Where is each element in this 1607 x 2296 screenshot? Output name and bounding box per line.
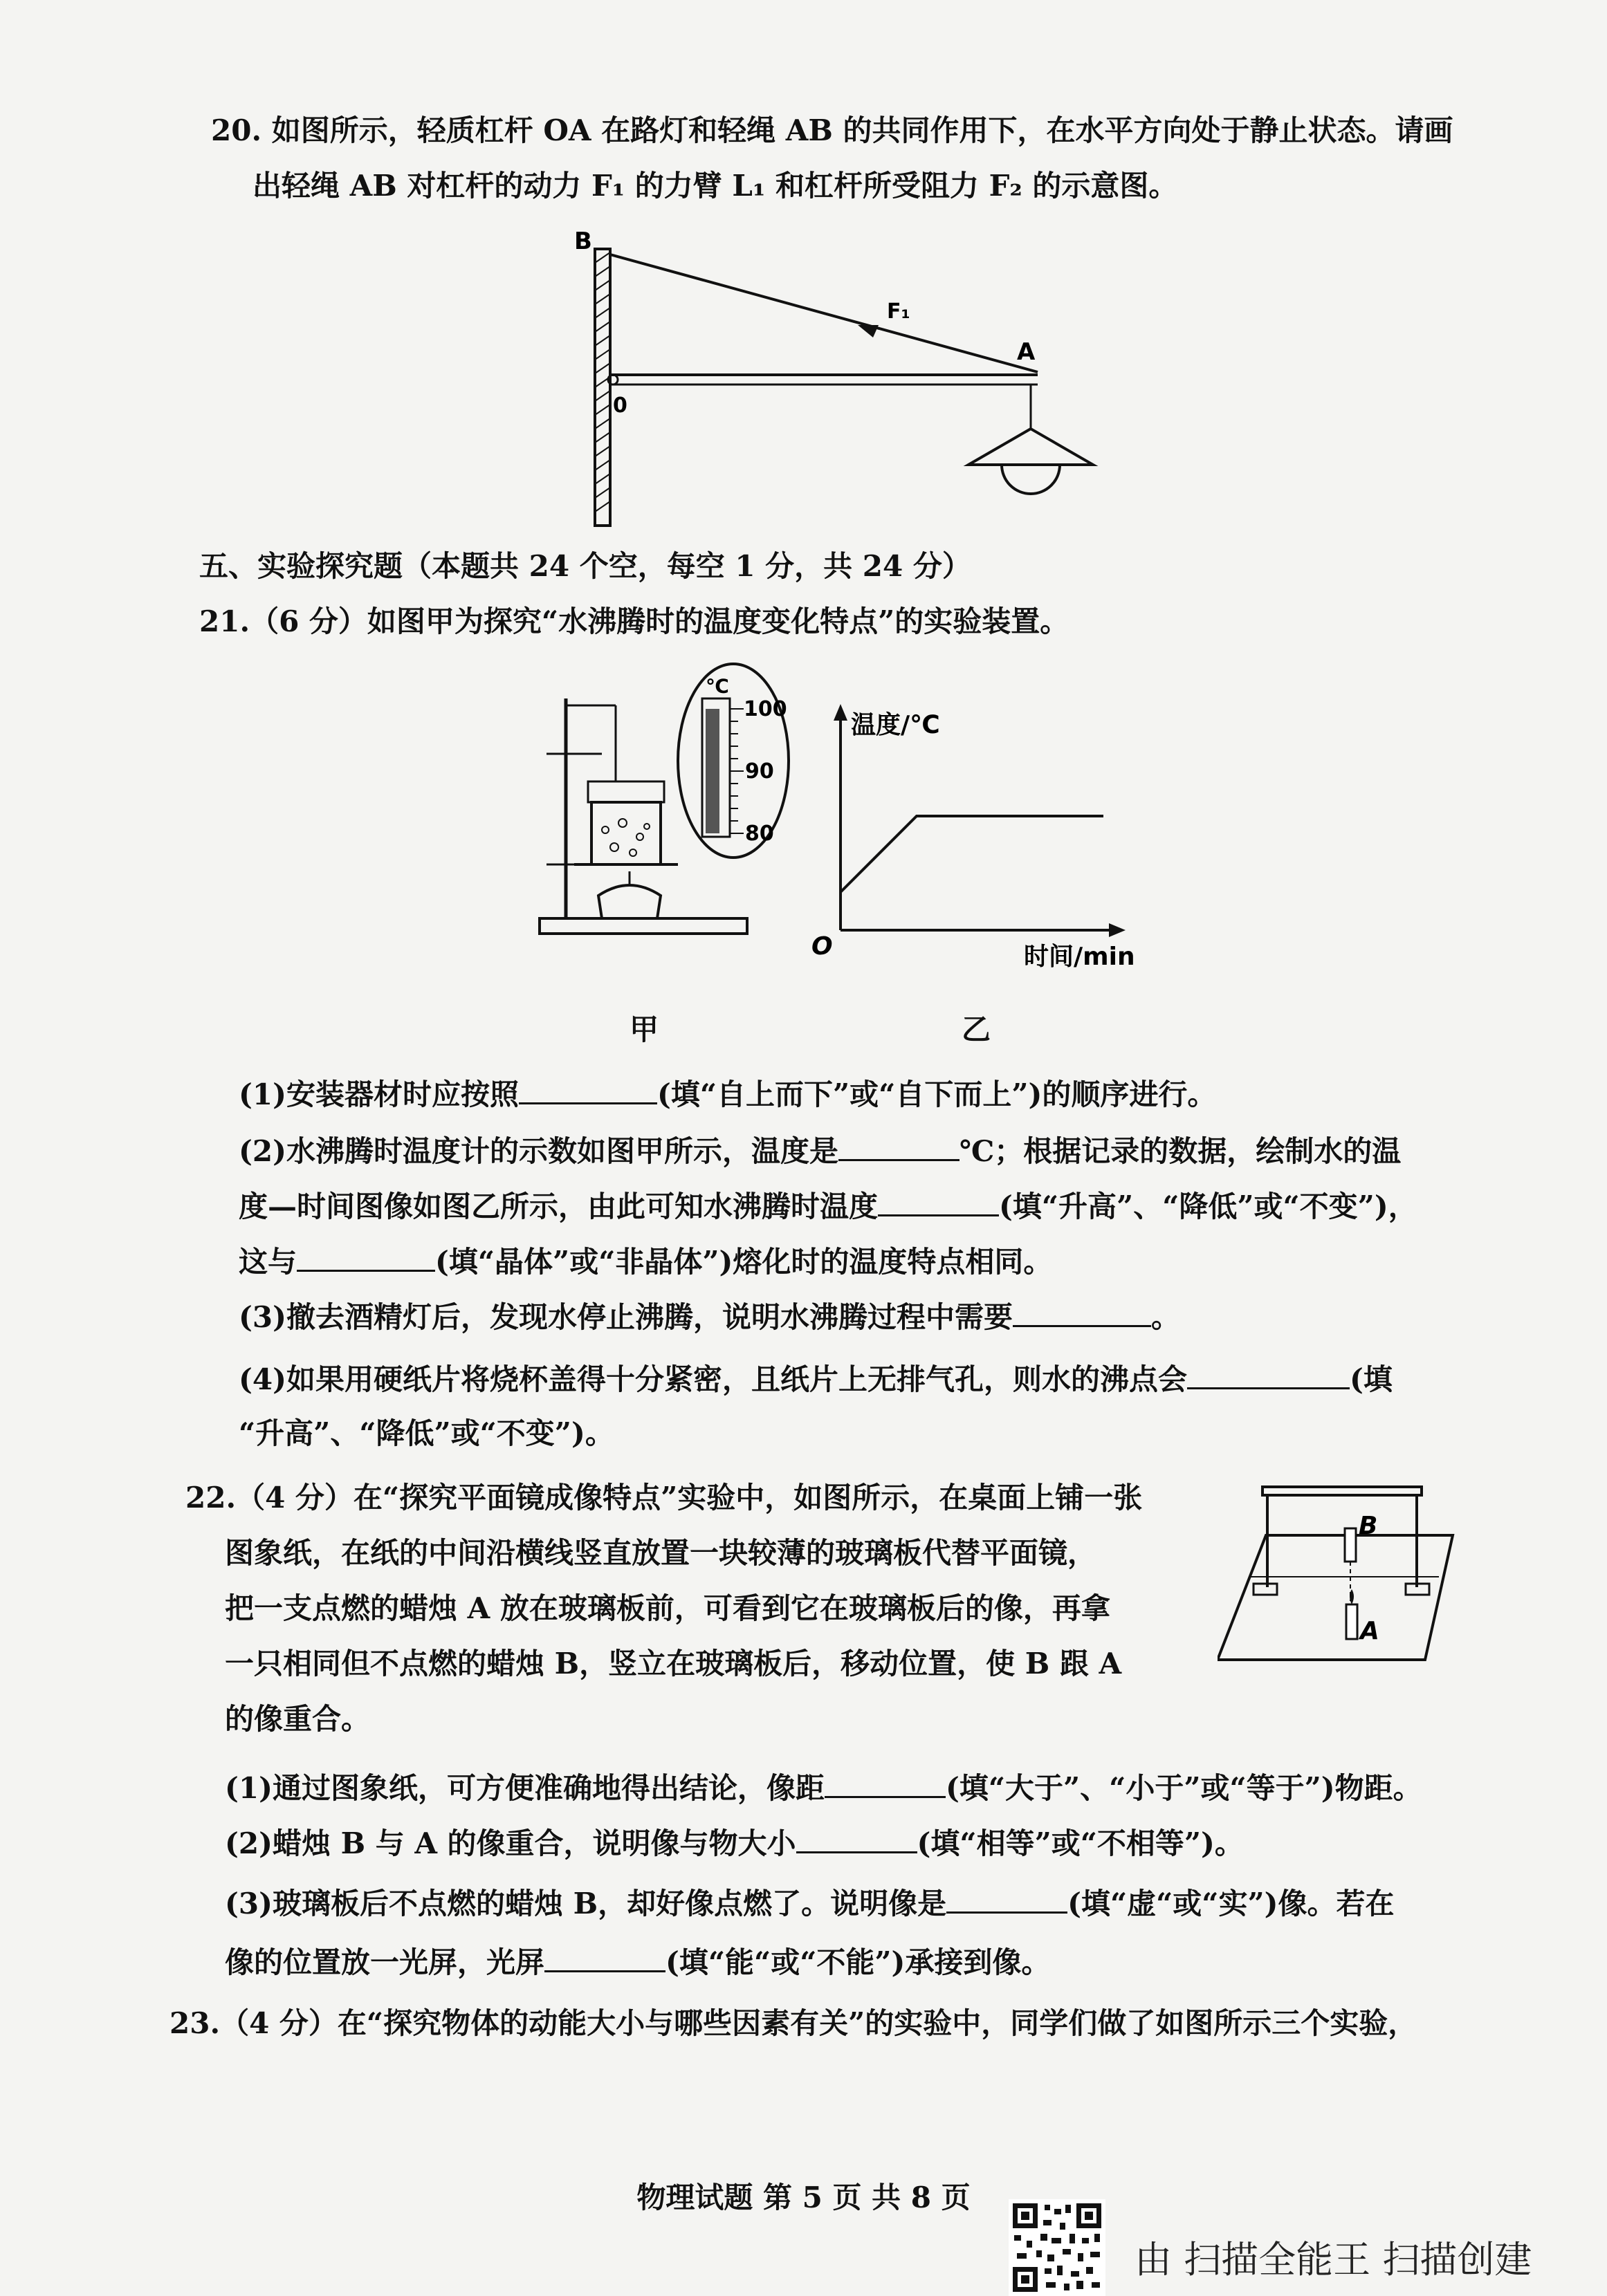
- graph-ylabel: 温度/℃: [851, 711, 940, 739]
- temp-curve: [841, 816, 1103, 892]
- caption-jia: 甲: [630, 1012, 659, 1046]
- thermo-80: 80: [745, 822, 774, 846]
- q23-line1: 23.（4 分）在“探究物体的动能大小与哪些因素有关”的实验中，同学们做了如图所示三个实验，: [169, 2006, 1417, 2040]
- thermo-unit: ℃: [706, 675, 729, 698]
- q22-part1-a: (1)通过图象纸，可方便准确地得出结论，像距: [225, 1771, 825, 1805]
- qr-code: [1009, 2199, 1105, 2296]
- q21-part3: [239, 1302, 1180, 1332]
- temp-time-graph: [806, 698, 1152, 975]
- q20-line1: 20. 如图所示，轻质杠杆 OA 在路灯和轻绳 AB 的共同作用下，在水平方向处于静止状态。请画: [211, 113, 1453, 147]
- q22-part3-c: 像的位置放一光屏，光屏: [225, 1945, 545, 1979]
- q21-part3-b: 。: [1150, 1300, 1180, 1334]
- q21-part3-a: (3)撤去酒精灯后，发现水停止沸腾，说明水沸腾过程中需要: [239, 1300, 1013, 1334]
- boiling-apparatus-figure: [533, 657, 809, 968]
- q22-blank3[interactable]: [946, 1888, 1067, 1914]
- page-footer: 物理试题 第 5 页 共 8 页: [636, 2181, 971, 2214]
- q22-line4: 一只相同但不点燃的蜡烛 B，竖立在玻璃板后，移动位置，使 B 跟 A: [225, 1647, 1122, 1681]
- thermo-100: 100: [744, 697, 787, 721]
- q21-blank4[interactable]: [297, 1246, 435, 1272]
- q22-part1: [225, 1772, 1422, 1803]
- label-b: B: [574, 228, 592, 255]
- q21-part1-b: (填“自上而下”或“自下而上”)的顺序进行。: [656, 1077, 1217, 1111]
- q21-part2-line1: [239, 1136, 1401, 1166]
- caption-yi: 乙: [962, 1012, 991, 1046]
- q22-blank4[interactable]: [544, 1947, 665, 1972]
- q21-blank3[interactable]: [878, 1191, 999, 1216]
- q22-line2: 图象纸，在纸的中间沿横线竖直放置一块较薄的玻璃板代替平面镜，: [225, 1536, 1097, 1570]
- q21-title: 21.（6 分）如图甲为探究“水沸腾时的温度变化特点”的实验装置。: [199, 604, 1069, 638]
- q22-part3-d: (填“能“或“不能”)承接到像。: [665, 1945, 1051, 1979]
- q21-part4-a: (4)如果用硬纸片将烧杯盖得十分紧密，且纸片上无排气孔，则水的沸点会: [239, 1362, 1187, 1396]
- label-o: 0: [613, 394, 627, 418]
- q21-part2-f: (填“晶体”或“非晶体”)熔化时的温度特点相同。: [435, 1245, 1053, 1279]
- q21-part1-a: (1)安装器材时应按照: [239, 1077, 519, 1111]
- q21-part4-b: (填: [1349, 1362, 1393, 1396]
- q21-part2-line3: [239, 1246, 1052, 1277]
- q22-part3-line1: [225, 1888, 1394, 1918]
- camscanner-watermark: 由 扫描全能王 扫描创建: [1135, 2238, 1532, 2281]
- q22-part1-b: (填“大于”、“小于”或“等于”)物距。: [945, 1771, 1422, 1805]
- q21-part2-d: (填“升高”、“降低”或“不变”)，: [999, 1189, 1417, 1223]
- q21-part1: [239, 1079, 1216, 1109]
- lever-streetlamp-figure: [567, 221, 1121, 533]
- rope-ab: [610, 254, 1038, 372]
- graph-xlabel: 时间/min: [1024, 943, 1135, 971]
- plane-mirror-figure: [1218, 1473, 1467, 1681]
- graph-origin: O: [811, 932, 833, 961]
- q21-blank6[interactable]: [1187, 1364, 1350, 1389]
- q21-blank5[interactable]: [1013, 1302, 1151, 1327]
- q21-part2-line2: [239, 1191, 1417, 1221]
- f1-arrow: [858, 325, 879, 337]
- q22-part3-a: (3)玻璃板后不点燃的蜡烛 B，却好像点燃了。说明像是: [225, 1887, 947, 1920]
- label-candle-b: B: [1359, 1512, 1378, 1540]
- q22-part2: [225, 1828, 1244, 1858]
- q21-part2-c: 度—时间图像如图乙所示，由此可知水沸腾时温度: [239, 1189, 879, 1223]
- q21-part2-a: (2)水沸腾时温度计的示数如图甲所示，温度是: [239, 1134, 838, 1168]
- section5-title: 五、实验探究题（本题共 24 个空，每空 1 分，共 24 分）: [199, 549, 971, 583]
- q22-line3: 把一支点燃的蜡烛 A 放在玻璃板前，可看到它在玻璃板后的像，再拿: [225, 1591, 1110, 1625]
- thermo-90: 90: [745, 759, 774, 784]
- label-a: A: [1017, 338, 1036, 366]
- label-candle-a: A: [1360, 1617, 1379, 1645]
- q21-part4-line1: [239, 1364, 1393, 1394]
- q22-line5: 的像重合。: [225, 1702, 371, 1736]
- q21-part4-line2: “升高”、“降低”或“不变”)。: [239, 1416, 614, 1450]
- label-f1: F₁: [887, 299, 910, 324]
- q22-blank2[interactable]: [796, 1828, 917, 1853]
- q22-part2-a: (2)蜡烛 B 与 A 的像重合，说明像与物大小: [225, 1826, 796, 1860]
- q22-part3-line2: [225, 1947, 1050, 1977]
- q21-part2-e: 这与: [239, 1245, 297, 1279]
- q20-line2: 出轻绳 AB 对杠杆的动力 F₁ 的力臂 L₁ 和杠杆所受阻力 F₂ 的示意图。: [252, 169, 1178, 203]
- q21-blank1[interactable]: [519, 1079, 657, 1104]
- q22-line1: 22.（4 分）在“探究平面镜成像特点”实验中，如图所示，在桌面上铺一张: [185, 1481, 1143, 1515]
- q22-part3-b: (填“虚“或“实”)像。若在: [1067, 1887, 1395, 1920]
- q21-part2-b: ℃；根据记录的数据，绘制水的温: [959, 1134, 1402, 1168]
- q21-blank2[interactable]: [838, 1136, 959, 1161]
- q22-part2-b: (填“相等”或“不相等”)。: [917, 1826, 1244, 1860]
- q22-blank1[interactable]: [825, 1772, 946, 1798]
